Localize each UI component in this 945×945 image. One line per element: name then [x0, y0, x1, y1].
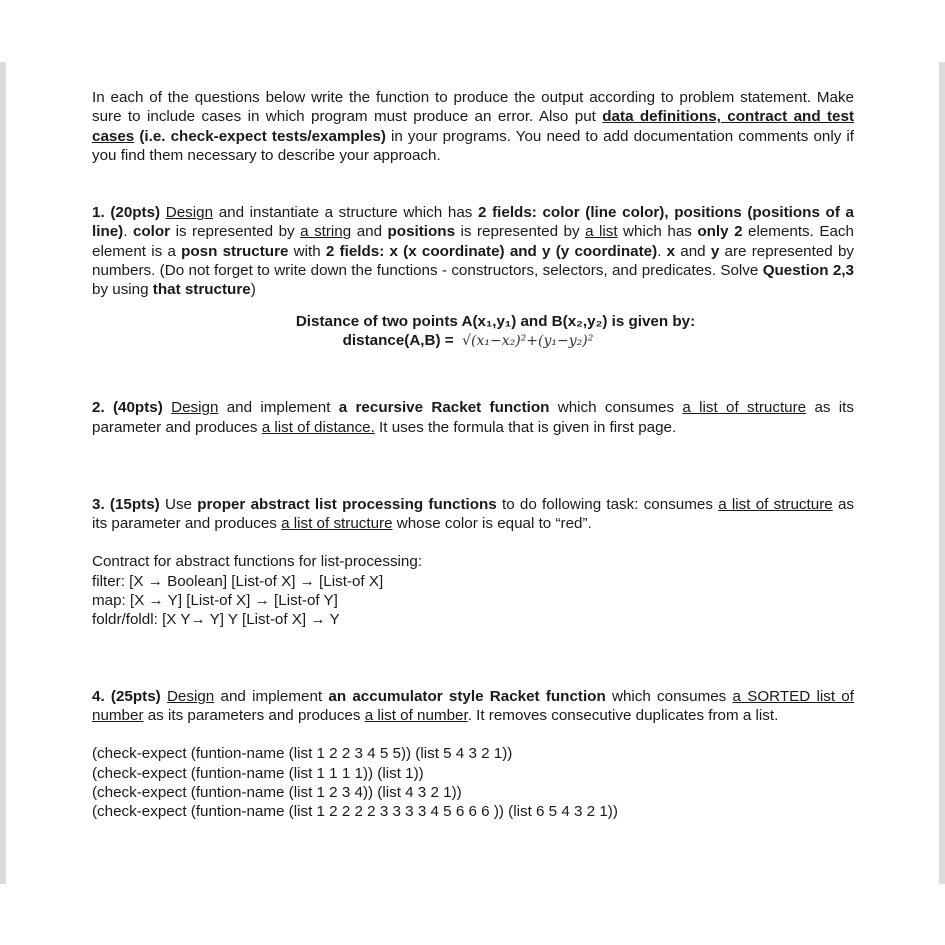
- question-2: 2. (40pts) Design and implement a recursive Racket function which consumes a list of structure as its parameter and produces a list of distance. It uses the formula that is given in first page.: [92, 399, 854, 436]
- contract-fold: foldr/foldl: [X Y→ Y] Y [List-of X] → Y: [92, 611, 340, 629]
- example-line: (check-expect (funtion-name (list 1 1 1 1)) (list 1)): [92, 764, 424, 782]
- right-page-edge: [939, 62, 945, 884]
- q3-number: 3. (15pts): [92, 495, 160, 513]
- distance-formula: [92, 312, 854, 352]
- q4-number: 4. (25pts): [92, 687, 161, 705]
- q2-number: 2. (40pts): [92, 399, 163, 417]
- contract-map: map: [X → Y] [List-of X] → [List-of Y]: [92, 592, 338, 610]
- formula-label: distance(A,B) =: [342, 331, 454, 349]
- question-1: 1. (20pts) Design and instantiate a structure which has 2 fields: color (line color), positions (positions of a line). color is represented by a string and positions is represented by a list which has only 2 elements. Each element is a posn structure with 2 fields: x (x coordinate) and y (y coordinate). x and y are represented by numbers. (Do not forget to write down the functions - constructors, selectors, and predicates. Solve Question 2,3 by using that structure): [92, 204, 855, 299]
- example-line: (check-expect (funtion-name (list 1 2 2 3 4 5 5)) (list 5 4 3 2 1)): [92, 745, 513, 763]
- intro-paragraph: In each of the questions below write the function to produce the output according to problem statement. Make sure to include cases in which program must produce an error. Also put data definitions, contract and test cases (i.e. check-expect tests/examples) in your programs. You need to add documentation comments only if you find them necessary to describe your approach.: [92, 89, 855, 164]
- left-page-edge: [0, 62, 6, 884]
- contract-title: Contract for abstract functions for list-processing:: [92, 553, 423, 571]
- example-line: (check-expect (funtion-name (list 1 2 3 4)) (list 4 3 2 1)): [92, 783, 462, 801]
- question-4: 4. (25pts) Design and implement an accumulator style Racket function which consumes a SORTED list of number as its parameters and produces a list of number. It removes consecutive duplicates from a list.: [92, 687, 854, 724]
- abstract-contracts: [92, 552, 854, 629]
- formula-title: Distance of two points A(x₁,y₁) and B(x₂,y₂) is given by:: [295, 312, 696, 330]
- document-page: [92, 88, 854, 821]
- check-expect-examples: [92, 744, 854, 821]
- example-line: (check-expect (funtion-name (list 1 2 2 2 2 3 3 3 3 4 5 6 6 6 )) (list 6 5 4 3 2 1)): [92, 803, 618, 821]
- contract-filter: filter: [X → Boolean] [List-of X] → [List-of X]: [92, 572, 384, 590]
- question-3: 3. (15pts) Use proper abstract list processing functions to do following task: consumes a list of structure as its parameter and produces a list of structure whose color is equal to “red”.: [92, 495, 854, 533]
- q1-number: 1. (20pts): [92, 204, 161, 222]
- formula-expression: √(x₁−x₂)²+(y₁−y₂)²: [462, 332, 594, 349]
- intro-underlined: data definitions, contract and test cases: [92, 108, 855, 145]
